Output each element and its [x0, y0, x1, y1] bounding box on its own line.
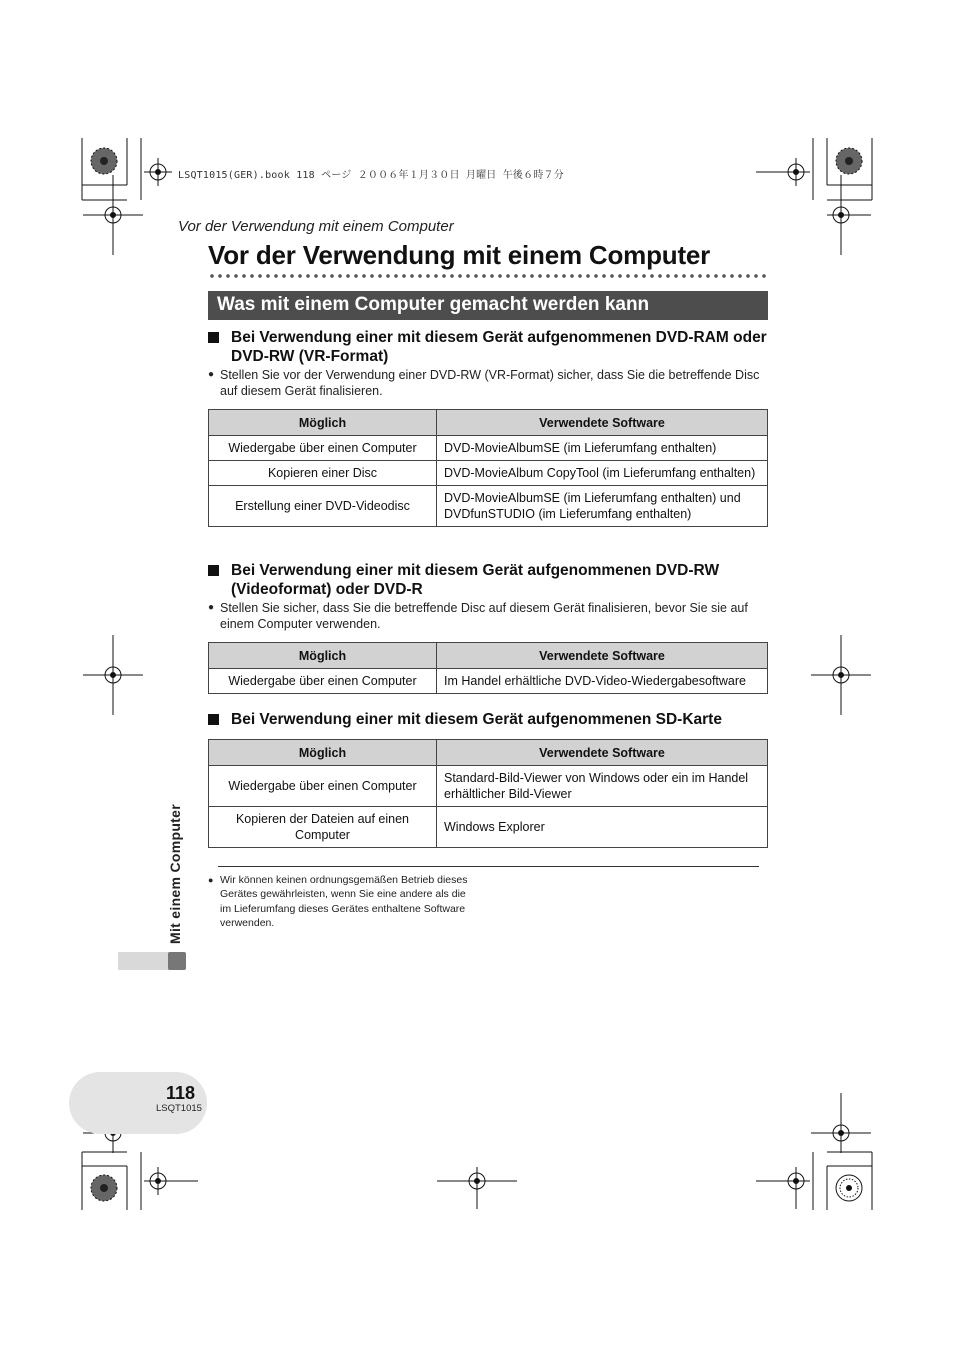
- subsection-heading-text: Bei Verwendung einer mit diesem Gerät aufgenommenen SD-Karte: [231, 711, 722, 728]
- table-row: [209, 807, 768, 848]
- bullet-icon: ●: [208, 875, 214, 885]
- dotted-divider: [208, 272, 768, 280]
- running-head: Vor der Verwendung mit einem Computer: [178, 218, 454, 235]
- table-header-row: [209, 410, 768, 436]
- subsection-heading-sd-card: [208, 710, 768, 729]
- side-tab-label-text: Mit einem Computer: [167, 804, 183, 944]
- software-table-dvd-rw-video: [208, 642, 768, 694]
- cell-software: DVD-MovieAlbumSE (im Lieferumfang enthalten) und DVDfunSTUDIO (im Lieferumfang enthalten): [437, 486, 768, 527]
- section-heading: Was mit einem Computer gemacht werden kann: [217, 294, 650, 315]
- table-header-row: [209, 643, 768, 669]
- software-table-dvd-ram: [208, 409, 768, 527]
- table-row: [209, 669, 768, 694]
- section-heading-band: [208, 291, 768, 320]
- subsection-heading-text: Bei Verwendung einer mit diesem Gerät aufgenommenen DVD-RAM oder DVD-RW (VR-Format): [231, 329, 767, 365]
- cell-possible: Wiedergabe über einen Computer: [209, 436, 437, 461]
- cell-software: Standard-Bild-Viewer von Windows oder ein im Handel erhältlicher Bild-Viewer: [437, 766, 768, 807]
- note-text: Stellen Sie vor der Verwendung einer DVD-RW (VR-Format) sicher, dass Sie die betreffende Disc auf diesem Gerät finalisieren.: [220, 368, 760, 398]
- subsection-heading-text: Bei Verwendung einer mit diesem Gerät aufgenommenen DVD-RW (Videoformat) oder DVD-R: [231, 562, 720, 598]
- cell-possible: Wiedergabe über einen Computer: [209, 669, 437, 694]
- cell-possible: Wiedergabe über einen Computer: [209, 766, 437, 807]
- note-finalize-video: [208, 600, 768, 632]
- column-header-software: Verwendete Software: [437, 643, 768, 669]
- side-tab-bar: [118, 952, 170, 970]
- column-header-software: Verwendete Software: [437, 410, 768, 436]
- table-header-row: [209, 740, 768, 766]
- cell-software: Im Handel erhältliche DVD-Video-Wiedergabesoftware: [437, 669, 768, 694]
- note-text: Stellen Sie sicher, dass Sie die betreffende Disc auf diesem Gerät finalisieren, bevor Sie sie auf einem Computer verwenden.: [220, 601, 748, 631]
- column-header-software: Verwendete Software: [437, 740, 768, 766]
- footnote-divider: [218, 866, 759, 867]
- square-bullet-icon: [208, 714, 219, 725]
- square-bullet-icon: [208, 565, 219, 576]
- column-header-possible: Möglich: [209, 643, 437, 669]
- cell-software: DVD-MovieAlbumSE (im Lieferumfang enthalten): [437, 436, 768, 461]
- subsection-heading-dvd-rw-video: [208, 561, 768, 599]
- table-row: [209, 461, 768, 486]
- cell-software: Windows Explorer: [437, 807, 768, 848]
- footnote: [208, 873, 468, 930]
- bullet-icon: ●: [208, 602, 215, 613]
- page-title: Vor der Verwendung mit einem Computer: [208, 240, 711, 270]
- software-table-sd-card: [208, 739, 768, 848]
- print-header: LSQT1015(GER).book 118 ページ ２００６年１月３０日 月曜日 午後６時７分: [178, 170, 564, 181]
- footnote-text: Wir können keinen ordnungsgemäßen Betrieb dieses Gerätes gewährleisten, wenn Sie eine andere als die im Lieferumfang dieses Gerätes enthaltene Software verwenden.: [220, 874, 468, 929]
- cell-possible: Kopieren der Dateien auf einen Computer: [209, 807, 437, 848]
- square-bullet-icon: [208, 332, 219, 343]
- table-row: [209, 766, 768, 807]
- side-tab-marker: [168, 952, 186, 970]
- table-row: [209, 486, 768, 527]
- column-header-possible: Möglich: [209, 740, 437, 766]
- table-row: [209, 436, 768, 461]
- bullet-icon: ●: [208, 369, 215, 380]
- note-finalize-vr: [208, 367, 768, 399]
- subsection-heading-dvd-ram: [208, 328, 768, 366]
- page-number: 118: [166, 1083, 196, 1103]
- column-header-possible: Möglich: [209, 410, 437, 436]
- cell-possible: Kopieren einer Disc: [209, 461, 437, 486]
- cell-software: DVD-MovieAlbum CopyTool (im Lieferumfang enthalten): [437, 461, 768, 486]
- page-code: LSQT1015: [156, 1103, 202, 1114]
- cell-possible: Erstellung einer DVD-Videodisc: [209, 486, 437, 527]
